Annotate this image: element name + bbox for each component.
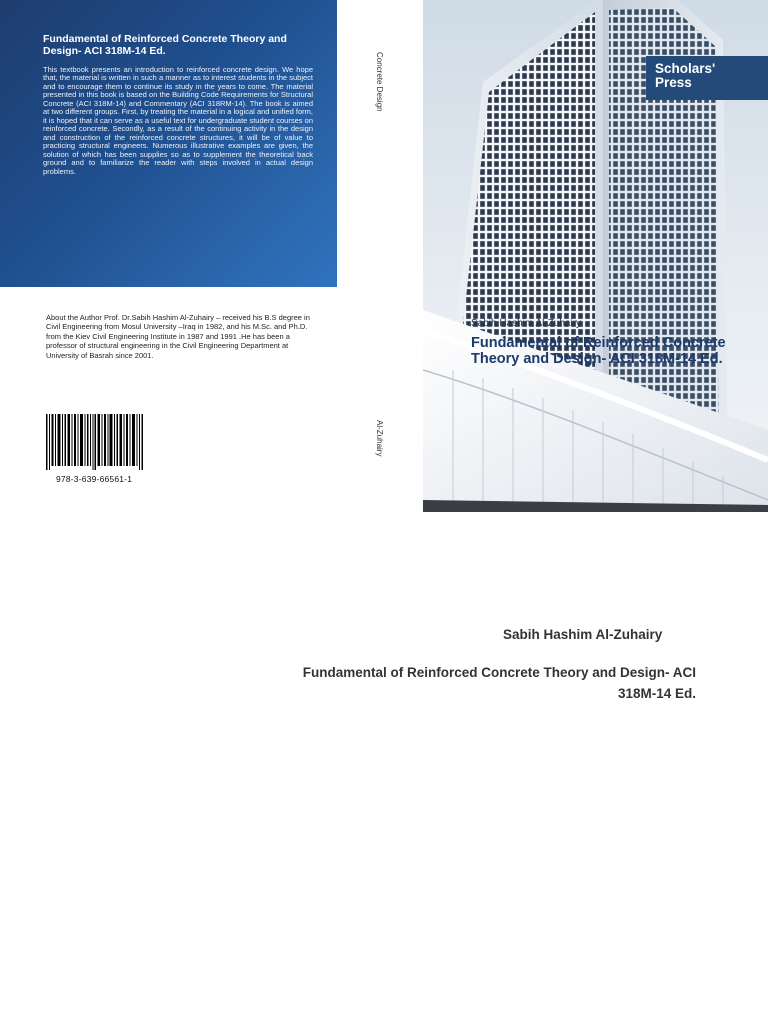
spine-title: Concrete Design <box>375 52 384 112</box>
back-cover-description: This textbook presents an introduction to reinforced concrete design. We hope that, the material is written in such a manner as to interest students in the subject and to encourage them to continue its study in the years to come. The material presented in this book is based on the Building Code Requirements for Structural Concrete (ACI 318M-14) and Commentary (ACI 318RM-14). The book is aimed at two different groups. First, by treating the material in a logical and unified form, it is hoped that it can serve as a useful text for undergraduate student courses on reinforced concrete. Secondly, as a result of the continuing activity in the design and construction of the reinforced concrete structures, it will be of value to practicing structural engineers. Numerous illustrative examples are given, the solution of which has been supplies so as to supplement the theoretical back ground and to familiarize the reader with steps involved in actual design problems. <box>43 65 313 176</box>
front-cover-title: Fundamental of Reinforced Concrete Theory and Design- ACI 318M-14 Ed. <box>471 335 726 367</box>
barcode-icon <box>46 414 146 470</box>
summary-author: Sabih Hashim Al-Zuhairy <box>503 627 663 642</box>
publisher-logo <box>646 56 768 100</box>
spine-author: Al-Zuhairy <box>375 420 384 457</box>
summary-title-line1: Fundamental of Reinforced Concrete Theory and Design- ACI <box>302 665 696 680</box>
publisher-logo-line2: Press <box>655 75 692 91</box>
back-cover-title: Fundamental of Reinforced Concrete Theory and Design- ACI 318M-14 Ed. <box>43 33 287 58</box>
summary-title-line2: 318M-14 Ed. <box>617 685 696 701</box>
publisher-logo-line1: Scholars' <box>655 61 716 76</box>
summary-title <box>216 663 696 705</box>
author-bio: About the Author Prof. Dr.Sabih Hashim Al-Zuhairy – received his B.S degree in Civil Engineering from Mosul University –Iraq in 1982, and his M.Sc. and Ph.D. from the Kiev Civil Engineering Institute in 1987 and 1991 .He has been a professor of structural engineering in the Civil Engineering Department at University of Basrah since 2001. <box>46 313 310 360</box>
front-cover-author: Sabih Hashim Al-Zuhairy <box>471 318 582 329</box>
isbn-number: 978-3-639-66561-1 <box>56 474 133 484</box>
